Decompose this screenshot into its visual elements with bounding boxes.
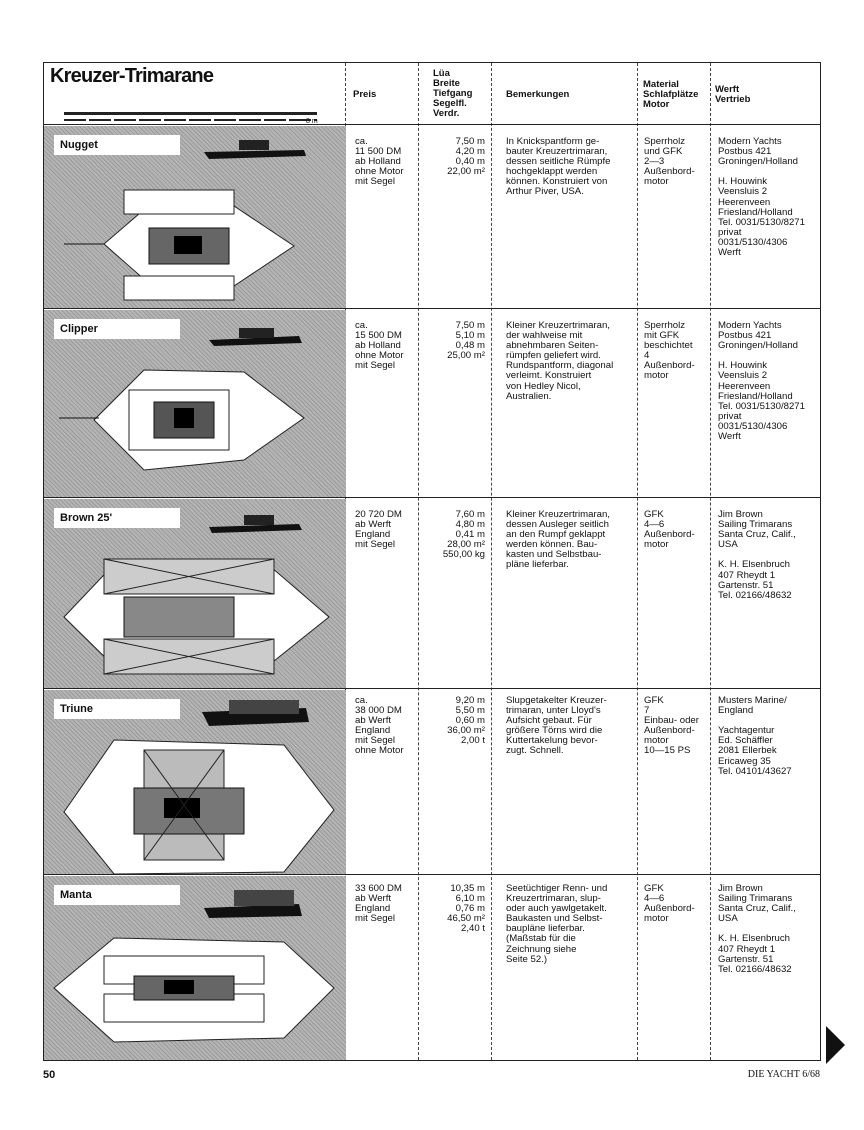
magazine-name: DIE YACHT 6/68 xyxy=(747,1069,820,1080)
boat-drawing-triune xyxy=(44,690,346,874)
row-divider xyxy=(44,497,820,498)
cell-werft: Jim Brown Sailing Trimarans Santa Cruz, Calif., USA K. H. Elsenbruch 407 Rheydt 1 Gartenstr. 51 Tel. 02166/48632 xyxy=(718,883,796,975)
header-material: Material Schlafplätze Motor xyxy=(643,79,699,110)
cell-material: GFK 4—6 Außenbord- motor xyxy=(644,509,695,551)
scale-label: 8 m xyxy=(306,118,318,125)
boat-drawing-manta xyxy=(44,876,346,1060)
boat-name-label: Nugget xyxy=(54,135,180,155)
cell-preis: ca. 11 500 DM ab Holland ohne Motor mit Segel xyxy=(355,136,404,188)
cell-preis: 33 600 DM ab Werft England mit Segel xyxy=(355,883,402,925)
column-divider xyxy=(710,63,711,1060)
cell-preis: ca. 15 500 DM ab Holland ohne Motor mit Segel xyxy=(355,320,404,372)
trimaran-table xyxy=(43,62,821,1061)
cell-bemerkungen: Kleiner Kreuzertrimaran, der wahlweise mit abnehmbaren Seiten- rümpfen geliefert wird. Rundspantform, diagonal verleimt. Konstruiert von Hedley Nicol, Australien. xyxy=(506,320,614,402)
column-divider xyxy=(637,63,638,1060)
cell-werft: Modern Yachts Postbus 421 Groningen/Holland H. Houwink Veensluis 2 Heerenveen Friesland/Holland Tel. 0031/5130/8271 privat 0031/5130/4306 Werft xyxy=(718,320,805,443)
cell-werft: Musters Marine/ England Yachtagentur Ed. Schäffler 2081 Ellerbek Ericaweg 35 Tel. 04101/43627 xyxy=(718,695,792,777)
header-werft: Werft Vertrieb xyxy=(715,84,751,105)
cell-dimensions: 7,50 m 4,20 m 0,40 m 22,00 m² xyxy=(447,136,485,178)
row-divider xyxy=(44,308,820,309)
cell-bemerkungen: Seetüchtiger Renn- und Kreuzertrimaran, slup- oder auch yawlgetakelt. Baukasten und Selbst- baupläne lieferbar. (Maßstab für die Zeichnung siehe Seite 52.) xyxy=(506,883,608,965)
column-divider xyxy=(491,63,492,1060)
scale-bar-ticks xyxy=(64,119,317,121)
cell-bemerkungen: In Knickspantform ge- bauter Kreuzertrimaran, dessen seitliche Rümpfe hochgeklappt werden können. Konstruiert von Arthur Piver, USA. xyxy=(506,136,611,198)
row-divider xyxy=(44,124,820,125)
boat-drawing-nugget xyxy=(44,126,346,308)
cell-bemerkungen: Kleiner Kreuzertrimaran, dessen Ausleger seitlich an den Rumpf geklappt werden können. Bau- kasten und Selbstbau- pläne lieferbar. xyxy=(506,509,610,571)
header-dimensions: Lüa Breite Tiefgang Segelfl. Verdr. xyxy=(433,68,473,119)
cell-dimensions: 9,20 m 5,50 m 0,60 m 36,00 m² 2,00 t xyxy=(447,695,485,747)
header-bemerkungen: Bemerkungen xyxy=(506,89,570,100)
row-divider xyxy=(44,688,820,689)
header-preis: Preis xyxy=(353,89,377,100)
row-divider xyxy=(44,874,820,875)
page-title: Kreuzer-Trimarane xyxy=(50,65,214,87)
cell-preis: 20 720 DM ab Werft England mit Segel xyxy=(355,509,402,551)
column-divider xyxy=(418,63,419,1060)
cell-material: Sperrholz und GFK 2—3 Außenbord- motor xyxy=(644,136,695,188)
next-page-arrow-icon[interactable] xyxy=(826,1026,845,1064)
cell-dimensions: 7,50 m 5,10 m 0,48 m 25,00 m² xyxy=(447,320,485,362)
boat-name-label: Manta xyxy=(54,885,180,905)
boat-drawing-brown25 xyxy=(44,499,346,688)
page-number: 50 xyxy=(43,1069,56,1081)
cell-material: Sperrholz mit GFK beschichtet 4 Außenbord- motor xyxy=(644,320,695,382)
boat-name-label: Brown 25' xyxy=(54,508,180,528)
boat-name-label: Triune xyxy=(54,699,180,719)
cell-dimensions: 7,60 m 4,80 m 0,41 m 28,00 m² 550,00 kg xyxy=(442,509,485,561)
cell-preis: ca. 38 000 DM ab Werft England mit Segel ohne Motor xyxy=(355,695,404,757)
boat-drawing-clipper xyxy=(44,310,346,497)
cell-dimensions: 10,35 m 6,10 m 0,76 m 46,50 m² 2,40 t xyxy=(447,883,485,935)
cell-material: GFK 4—6 Außenbord- motor xyxy=(644,883,695,925)
cell-werft: Jim Brown Sailing Trimarans Santa Cruz, Calif., USA K. H. Elsenbruch 407 Rheydt 1 Gartenstr. 51 Tel. 02166/48632 xyxy=(718,509,796,601)
cell-werft: Modern Yachts Postbus 421 Groningen/Holland H. Houwink Veensluis 2 Heerenveen Friesland/Holland Tel. 0031/5130/8271 privat 0031/5130/4306 Werft xyxy=(718,136,805,259)
scale-bar xyxy=(64,112,317,115)
cell-material: GFK 7 Einbau- oder Außenbord- motor 10—15 PS xyxy=(644,695,699,757)
cell-bemerkungen: Slupgetakelter Kreuzer- trimaran, unter Lloyd's Aufsicht gebaut. Für größere Törns wird die Kuttertakelung bevor- zugt. Schnell. xyxy=(506,695,607,757)
boat-name-label: Clipper xyxy=(54,319,180,339)
